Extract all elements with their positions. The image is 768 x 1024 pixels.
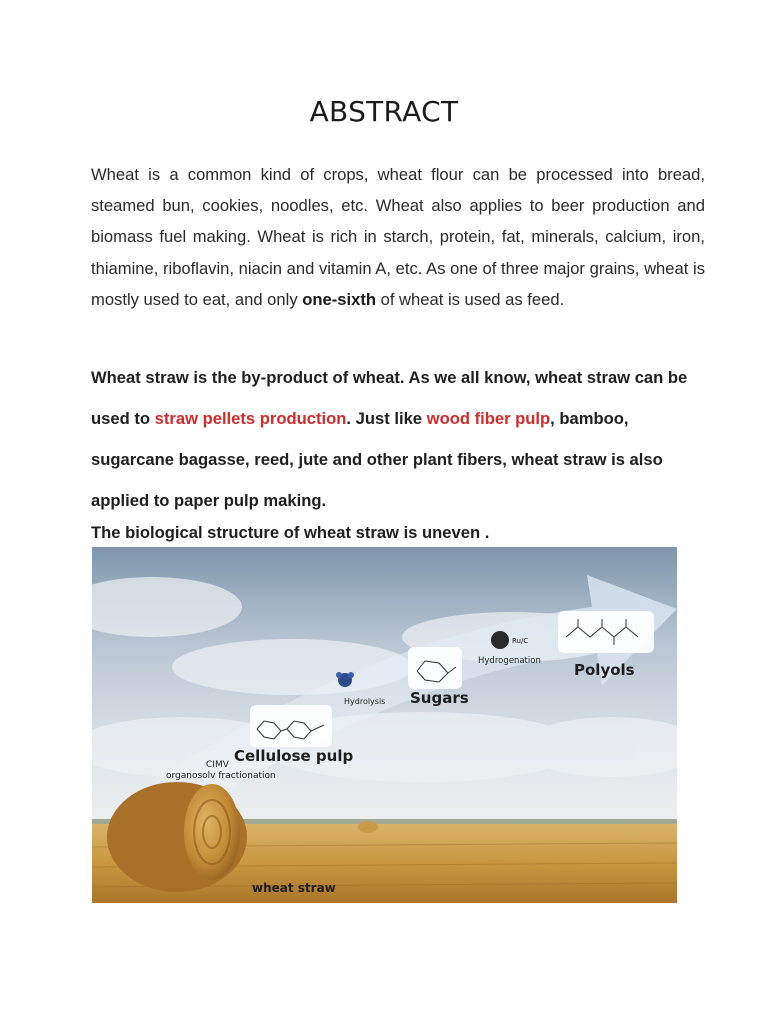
intro-bold-fraction: one-sixth bbox=[302, 289, 376, 309]
hydrolysis-label: Hydrolysis bbox=[344, 697, 386, 706]
structure-sentence: The biological structure of wheat straw is uneven . bbox=[91, 523, 490, 542]
wheat-straw-figure bbox=[92, 547, 677, 903]
intro-paragraph bbox=[91, 159, 705, 315]
cellulose-molecule bbox=[250, 705, 332, 747]
distant-bale bbox=[358, 821, 378, 833]
hay-bale bbox=[107, 782, 247, 892]
wood-fiber-pulp-link[interactable]: wood fiber pulp bbox=[426, 409, 551, 428]
straw-text-3: , bamboo, sugarcane bagasse, reed, jute and other plant fibers, wheat straw is also applied to paper pulp making. bbox=[91, 409, 663, 510]
page-title: ABSTRACT bbox=[309, 95, 459, 128]
intro-text-a: Wheat is a common kind of crops, wheat flour can be processed into bread, steamed bun, cookies, noodles, etc. Wheat also applies to beer production and biomass fuel making. Wheat is rich in starch, protein, fat, minerals, calcium, iron, thiamine, riboflavin, niacin and vitamin A, etc. As one of three major grains, wheat is mostly used to eat, and only bbox=[91, 165, 705, 309]
polyol-molecule bbox=[558, 611, 654, 653]
straw-paragraph bbox=[91, 357, 691, 521]
straw-text-1: Wheat straw is the by-product of wheat. As we all know, wheat straw can be used to bbox=[91, 368, 688, 428]
cellulose-pulp-label: Cellulose pulp bbox=[234, 747, 354, 765]
straw-text-2: . Just like bbox=[346, 409, 427, 428]
cimv-label: CIMV bbox=[206, 760, 229, 770]
organosolv-label: organosolv fractionation bbox=[166, 771, 276, 781]
figure-illustration bbox=[92, 547, 677, 903]
intro-text-b: of wheat is used as feed. bbox=[376, 289, 565, 309]
polyols-label: Polyols bbox=[574, 661, 635, 679]
sugar-molecule bbox=[408, 647, 462, 689]
ru-c-label: Ru/C bbox=[512, 637, 529, 645]
sugars-label: Sugars bbox=[410, 689, 469, 707]
ru-catalyst-icon bbox=[491, 631, 509, 649]
hydrogenation-label: Hydrogenation bbox=[478, 656, 541, 666]
straw-pellets-link[interactable]: straw pellets production bbox=[154, 409, 347, 428]
wheat-straw-label: wheat straw bbox=[252, 881, 336, 895]
